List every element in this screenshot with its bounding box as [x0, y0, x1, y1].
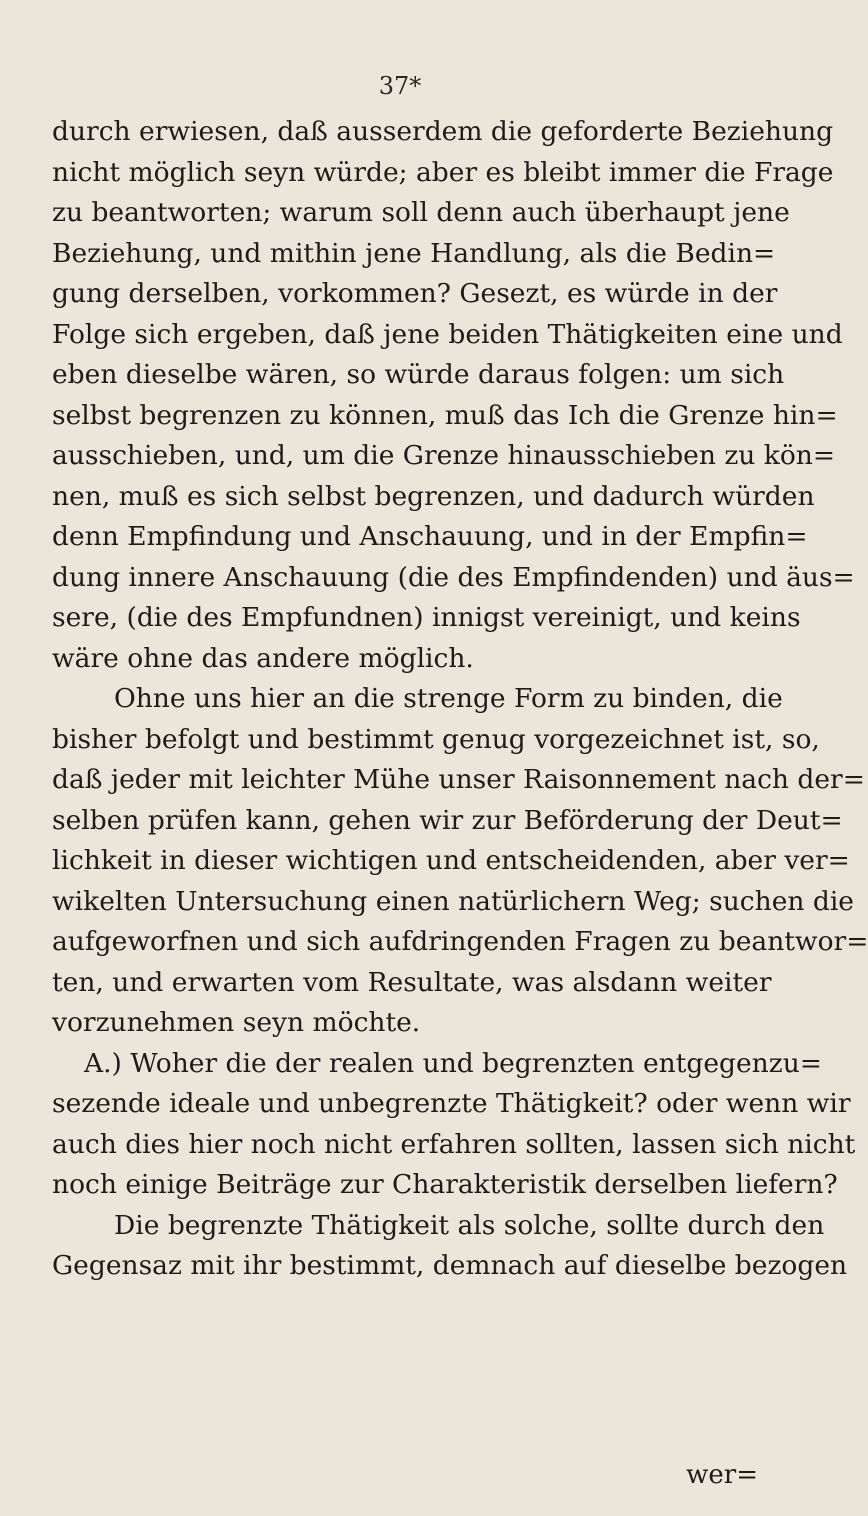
text-line: aufgeworfnen und sich aufdringenden Fragen zu beantwor=	[52, 926, 868, 957]
text-line: nicht möglich seyn würde; aber es bleibt immer die Frage	[52, 156, 834, 188]
text-line: eben dieselbe wären, so würde daraus folgen: um sich	[52, 359, 785, 390]
text-line: nen, muß es sich selbst begrenzen, und dadurch würden	[52, 480, 815, 512]
text-line: vorzunehmen seyn möchte.	[52, 1007, 421, 1038]
paragraph-start-line: Ohne uns hier an die strenge Form zu binden, die	[114, 683, 783, 714]
paragraph-start-line: A.) Woher die der realen und begrenzten entgegenzu=	[84, 1047, 822, 1079]
page-body-text	[52, 112, 868, 1287]
text-line: auch dies hier noch nicht erfahren sollten, lassen sich nicht	[52, 1128, 856, 1160]
text-line: daß jeder mit leichter Mühe unser Raisonnement nach der=	[52, 764, 865, 795]
text-line: dung innere Anschauung (die des Empfindenden) und äus=	[52, 561, 855, 593]
text-line: ausschieben, und, um die Grenze hinausschieben zu kön=	[52, 440, 836, 471]
text-line: zu beantworten; warum soll denn auch überhaupt jene	[52, 197, 790, 228]
text-line: sere, (die des Empfundnen) innigst vereinigt, und keins	[52, 602, 801, 633]
paragraph-start-line: Die begrenzte Thätigkeit als solche, sollte durch den	[114, 1209, 825, 1241]
text-line: durch erwiesen, daß ausserdem die geforderte Beziehung	[52, 116, 834, 147]
text-line: wikelten Untersuchung einen natürlichern Weg; suchen die	[52, 885, 854, 917]
text-line: sezende ideale und unbegrenzte Thätigkeit? oder wenn wir	[52, 1088, 851, 1119]
text-line: Folge sich ergeben, daß jene beiden Thätigkeiten eine und	[52, 318, 843, 350]
catchword: wer=	[686, 1460, 758, 1490]
text-line: wäre ohne das andere möglich.	[52, 642, 474, 674]
text-line: bisher befolgt und bestimmt genug vorgezeichnet ist, so,	[52, 723, 820, 755]
text-line: Beziehung, und mithin jene Handlung, als die Bedin=	[52, 237, 776, 269]
text-line: noch einige Beiträge zur Charakteristik derselben liefern?	[52, 1169, 838, 1200]
text-line: selbst begrenzen zu können, muß das Ich die Grenze hin=	[52, 399, 838, 431]
text-line: ten, und erwarten vom Resultate, was alsdann weiter	[52, 966, 772, 998]
text-line: denn Empfindung und Anschauung, und in der Empfin=	[52, 521, 808, 552]
text-line: selben prüfen kann, gehen wir zur Beförderung der Deut=	[52, 804, 843, 836]
page-number: 37*	[378, 72, 422, 100]
text-line: lichkeit in dieser wichtigen und entscheidenden, aber ver=	[52, 845, 850, 876]
text-line: gung derselben, vorkommen? Gesezt, es würde in der	[52, 278, 778, 309]
text-line: Gegensaz mit ihr bestimmt, demnach auf dieselbe bezogen	[52, 1250, 848, 1281]
